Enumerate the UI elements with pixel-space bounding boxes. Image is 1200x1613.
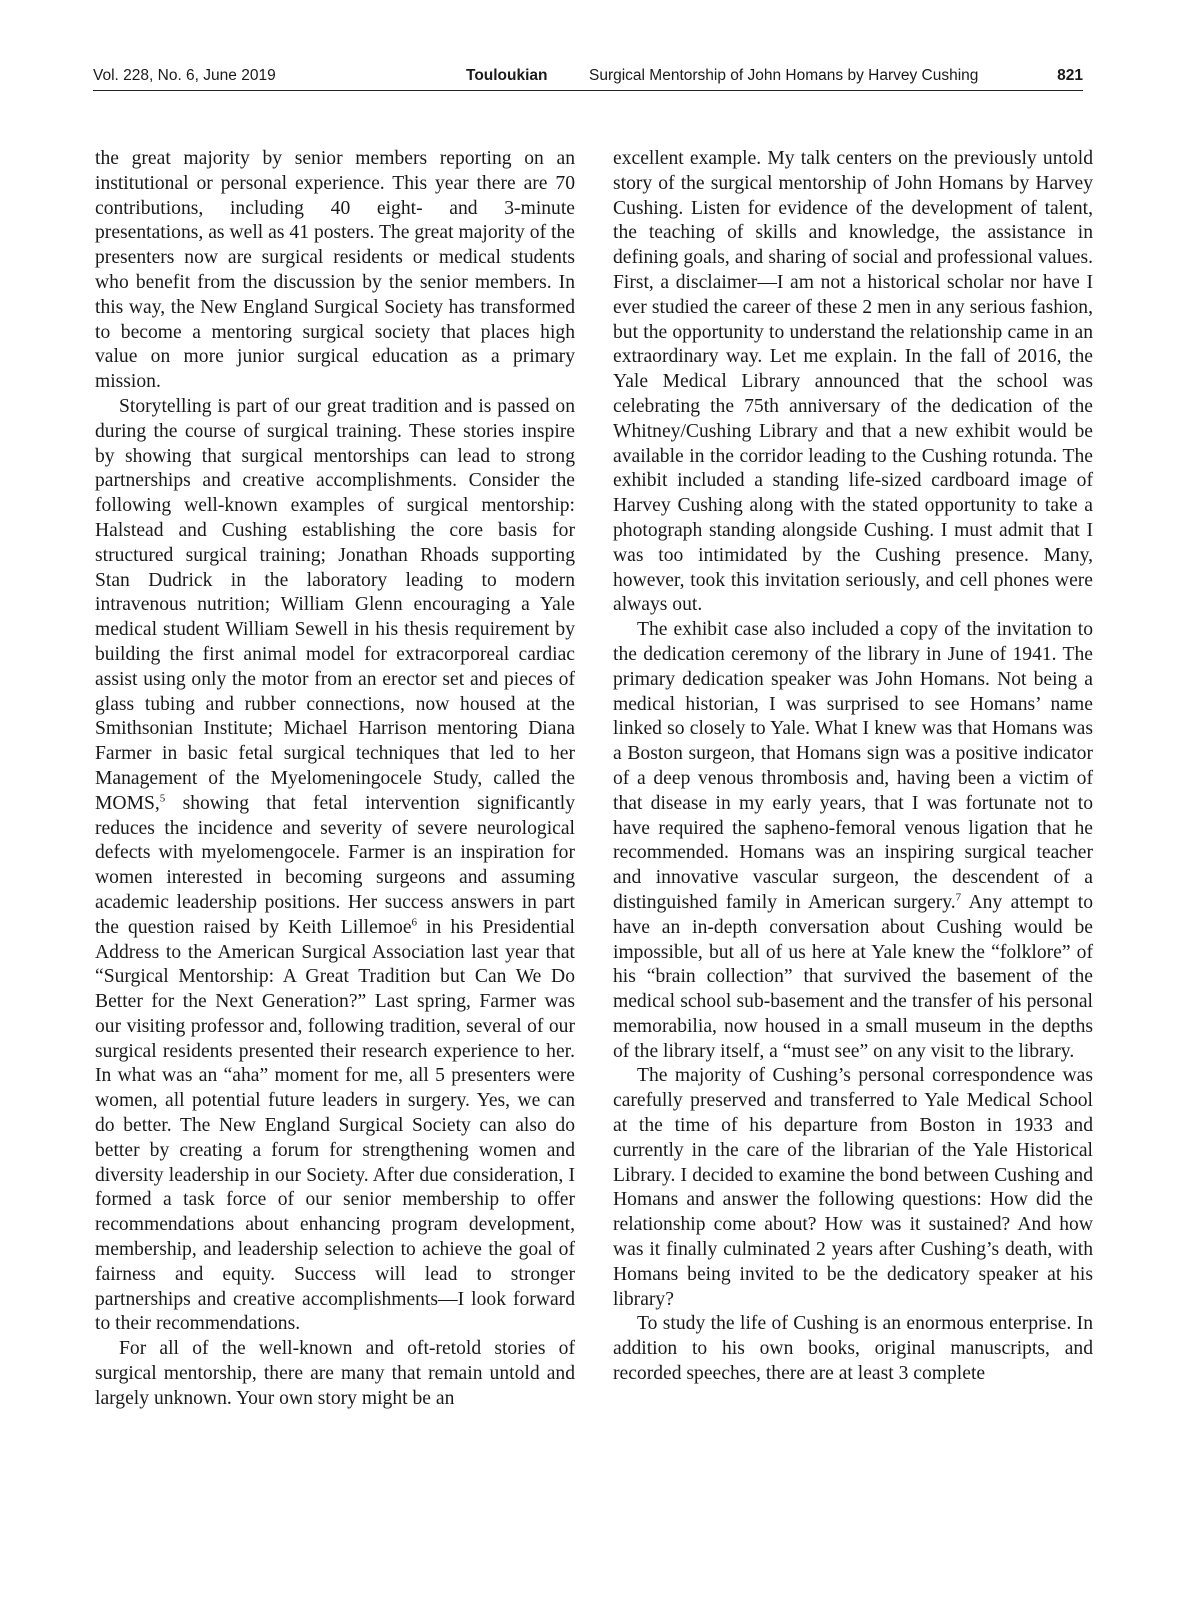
reference-marker[interactable]: 5: [159, 792, 166, 805]
paragraph: [613, 618, 1093, 1064]
paragraph: For all of the well-known and oft-retold stories of surgical mentorship, there are many that remain untold and largely unknown. Your own story might be an: [95, 1338, 575, 1409]
paragraph-text: in his Presidential Address to the American Surgical Association last year that “Surgical Mentorship: A Great Tradition but Can We Do Better for the Next Generation?” Last spring, Farmer was our visiting professor and, following tradition, several of our surgical residents presented their research experience to her. In what was an “aha” moment for me, all 5 presenters were women, all potential future leaders in surgery. Yes, we can do better. The New England Surgical Society can also do better by creating a forum for strengthening women and diversity leadership in our Society. After due consideration, I formed a task force of our senior membership to offer recommendations about enhancing program development, membership, and leadership selection to achieve the goal of fairness and equity. Success will lead to stronger partnerships and creative accomplishments—I look forward to their recommendations.: [95, 916, 575, 1335]
paragraph-text: The exhibit case also included a copy of the invitation to the dedication ceremony of the library in June of 1941. The primary dedication speaker was John Homans. Not being a medical historian, I was surprised to see Homans’ name linked so closely to Yale. What I knew was that Homans was a Boston surgeon, that Homans sign was a positive indicator of a deep venous thrombosis and, having been a victim of that disease in my early years, that I was fortunate not to have required the sapheno-femoral venous ligation that he recommended. Homans was an inspiring surgical teacher and innovative vascular surgeon, the descendent of a distinguished family in American surgery.: [613, 619, 1093, 913]
reference-marker[interactable]: 7: [955, 891, 962, 904]
left-column: [95, 147, 575, 1412]
paragraph: To study the life of Cushing is an enormous enterprise. In addition to his own books, original manuscripts, and recorded speeches, there are at least 3 complete: [613, 1313, 1093, 1385]
header-article-title: Surgical Mentorship of John Homans by Harvey Cushing: [589, 67, 979, 84]
reference-marker[interactable]: 6: [411, 916, 418, 929]
journal-volume: Vol. 228, No. 6, June 2019: [93, 67, 276, 84]
paragraph-text: Storytelling is part of our great tradition and is passed on during the course of surgical training. These stories inspire by showing that surgical mentorships can lead to strong partnerships and creative accomplishments. Consider the following well-known examples of surgical mentorship: Halstead and Cushing establishing the core basis for structured surgical training; Jonathan Rhoads supporting Stan Dudrick in the laboratory leading to modern intravenous nutrition; William Glenn encouraging a Yale medical student William Sewell in his thesis requirement by building the first animal model for extracorporeal cardiac assist using only the motor from an erector set and pieces of glass tubing and rubber connections, now housed at the Smithsonian Institute; Michael Harrison mentoring Diana Farmer in basic fetal surgical techniques that led to her Management of the Myelomeningocele Study, called the MOMS,: [95, 395, 575, 814]
running-header: [93, 64, 1083, 90]
header-author: Touloukian: [466, 67, 548, 84]
paragraph: excellent example. My talk centers on the previously untold story of the surgical mentorship of John Homans by Harvey Cushing. Listen for evidence of the development of talent, the teaching of skills and knowledge, the assistance in defining goals, and sharing of social and professional values. First, a disclaimer—I am not a historical scholar nor have I ever studied the career of these 2 men in any serious fashion, but the opportunity to understand the relationship came in an extraordinary way. Let me explain. In the fall of 2016, the Yale Medical Library announced that the school was celebrating the 75th anniversary of the dedication of the Whitney/Cushing Library and that a new exhibit would be available in the corridor leading to the Cushing rotunda. The exhibit included a standing life-sized cardboard image of Harvey Cushing along with the stated opportunity to take a photograph standing alongside Cushing. I must admit that I was too intimidated by the Cushing presence. Many, however, took this invitation seriously, and cell phones were always out.: [613, 148, 1093, 616]
paragraph: The majority of Cushing’s personal correspondence was carefully preserved and transferred to Yale Medical School at the time of his departure from Boston in 1933 and currently in the care of the librarian of the Yale Historical Library. I decided to examine the bond between Cushing and Homans and answer the following questions: How did the relationship come about? How was it sustained? And how was it finally culminated 2 years after Cushing’s death, with Homans being invited to be the dedicatory speaker at his library?: [613, 1065, 1093, 1310]
right-column: [613, 147, 1093, 1387]
paragraph-text: showing that fetal intervention significantly reduces the incidence and severity of severe neurological defects with myelomengocele. Farmer is an inspiration for women interested in becoming surgeons and assuming academic leadership positions. Her success answers in part the question raised by Keith Lillemoe: [95, 792, 575, 938]
page-number: 821: [1057, 67, 1083, 84]
paragraph-text: Any attempt to have an in-depth conversation about Cushing would be impossible, but all of us here at Yale knew the “folklore” of his “brain collection” that survived the basement of the medical school sub-basement and the transfer of his personal memorabilia, now housed in a small museum in the depths of the library itself, a “must see” on any visit to the library.: [613, 891, 1093, 1062]
paragraph: the great majority by senior members reporting on an institutional or personal experience. This year there are 70 contributions, including 40 eight- and 3-minute presentations, as well as 41 posters. The great majority of the presenters now are surgical residents or medical students who benefit from the discussion by the senior members. In this way, the New England Surgical Society has transformed to become a mentoring surgical society that places high value on more junior surgical education as a primary mission.: [95, 148, 575, 393]
paragraph: [95, 395, 575, 1337]
header-rule: [93, 90, 1083, 91]
